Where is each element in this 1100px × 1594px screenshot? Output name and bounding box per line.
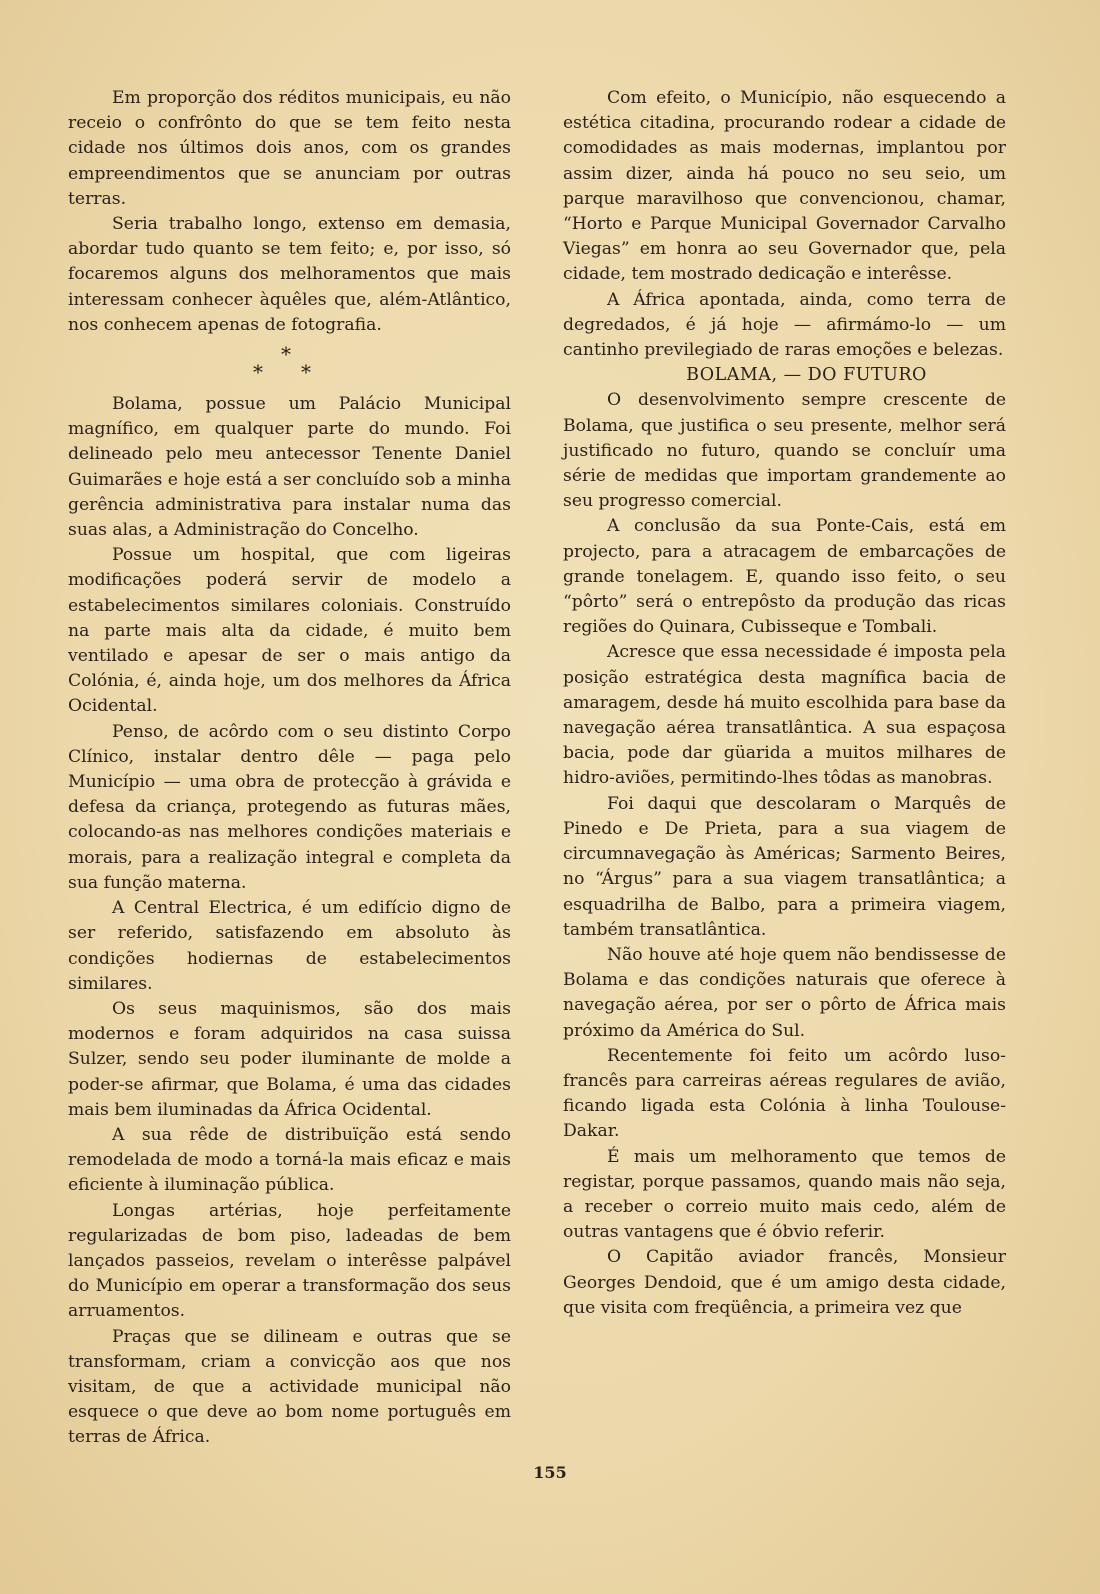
paragraph: Foi daqui que descolaram o Marquês de Pinedo e De Prieta, para a sua viagem de circumnavegação às Américas; Sarmento Beires, no “Árgus” para a sua viagem transatlântica; a esquadrilha de Balbo, para a primeira viagem, também transatlântica. — [563, 793, 1006, 940]
paragraph: Os seus maquinismos, são dos mais modernos e foram adquiridos na casa suissa Sulzer, sendo seu poder iluminante de molde a poder-se afirmar, que Bolama, é uma das cidades mais bem iluminadas da África Ocidental. — [68, 998, 511, 1120]
paragraph: Seria trabalho longo, extenso em demasia, abordar tudo quanto se tem feito; e, por isso, só focaremos alguns dos melhoramentos que mais interessam conhecer àquêles que, além-Atlântico, nos conhecem apenas de fotografia. — [68, 214, 511, 335]
paragraph: O desenvolvimento sempre crescente de Bolama, que justifica o seu presente, melhor será justificado no futuro, quando se concluír uma série de medidas que importam grandemente ao seu progresso comercial. — [563, 390, 1006, 512]
separator-asterisk: * — [281, 342, 291, 367]
paragraph: É mais um melhoramento que temos de registar, porque passamos, quando mais não seja, a receber o correio muito mais cedo, além de outras vantagens que é óbvio referir. — [563, 1146, 1006, 1243]
paragraph: Penso, de acôrdo com o seu distinto Corpo Clínico, instalar dentro dêle — paga pelo Município — uma obra de protecção à grávida e defesa da criança, protegendo as futuras mães, colocando-as nas melhores condições materiais e morais, para a realização integral e completa da sua função materna. — [68, 721, 511, 893]
paragraph: Praças que se dilineam e outras que se transformam, criam a convicção aos que nos visitam, de que a actividade municipal não esquece o que deve ao bom nome português em terras de África. — [68, 1326, 511, 1448]
section-separator — [68, 342, 511, 386]
section-heading: BOLAMA, — DO FUTURO — [686, 365, 927, 386]
paragraph: Não houve até hoje quem não bendissesse de Bolama e das condições naturais que oferece à navegação aérea, por ser o pôrto de África mais próximo da América do Sul. — [563, 944, 1006, 1041]
separator-asterisk: * — [301, 360, 311, 385]
paragraph: Com efeito, o Município, não esquecendo a estética citadina, procurando rodear a cidade de comodidades as mais modernas, implantou por assim dizer, ainda há pouco no seu seio, um parque maravilhoso que convencionou, chamar, “Horto e Parque Municipal Governador Carvalho Viegas” em honra ao seu Governador que, pela cidade, tem mostrado dedicação e interêsse. — [563, 88, 1006, 285]
paragraph: A sua rêde de distribuïção está sendo remodelada de modo a torná-la mais eficaz e mais eficiente à iluminação pública. — [68, 1124, 511, 1196]
separator-asterisk: * — [253, 360, 263, 385]
paragraph: Longas artérias, hoje perfeitamente regularizadas de bom piso, ladeadas de bem lançados passeios, revelam o interêsse palpável do Município em operar a transformação dos seus arruamentos. — [68, 1200, 511, 1322]
paragraph: O Capitão aviador francês, Monsieur Georges Dendoid, que é um amigo desta cidade, que visita com freqüência, a primeira vez que — [563, 1247, 1006, 1318]
paragraph: Recentemente foi feito um acôrdo luso-francês para carreiras aéreas regulares de avião, ficando ligada esta Colónia à linha Toulouse-Dakar. — [563, 1045, 1006, 1142]
right-column — [563, 86, 1006, 1321]
left-column — [68, 86, 511, 1451]
paragraph: Bolama, possue um Palácio Municipal magnífico, em qualquer parte do mundo. Foi delineado pelo meu antecessor Tenente Daniel Guimarães e hoje está a ser concluído sob a minha gerência administrativa para instalar numa das suas alas, a Administração do Concelho. — [68, 394, 511, 541]
paragraph: A África apontada, ainda, como terra de degredados, é já hoje — afirmámo-lo — um cantinho previlegiado de raras emoções e belezas. — [563, 289, 1006, 361]
page-number: 155 — [533, 1463, 567, 1482]
paragraph: Em proporção dos réditos municipais, eu não receio o confrônto do que se tem feito nesta cidade nos últimos dois anos, com os grandes empreendimentos que se anunciam por outras terras. — [68, 88, 511, 209]
paragraph: Acresce que essa necessidade é imposta pela posição estratégica desta magnífica bacia de amaragem, desde há muito escolhida para base da navegação aérea transatlântica. A sua espaçosa bacia, pode dar güarida a muitos milhares de hidro-aviões, permitindo-lhes tôdas as manobras. — [563, 642, 1006, 789]
paragraph: A conclusão da sua Ponte-Cais, está em projecto, para a atracagem de embarcações de grande tonelagem. E, quando isso feito, o seu “pôrto” será o entrepôsto da produção das ricas regiões do Quinara, Cubisseque e Tombali. — [563, 516, 1006, 638]
paragraph: A Central Electrica, é um edifício digno de ser referido, satisfazendo em absoluto às condições hodiernas de estabelecimentos similares. — [68, 898, 511, 994]
paragraph: Possue um hospital, que com ligeiras modificações poderá servir de modelo a estabelecimentos similares coloniais. Construído na parte mais alta da cidade, é muito bem ventilado e apesar de ser o mais antigo da Colónia, é, ainda hoje, um dos melhores da África Ocidental. — [68, 545, 511, 717]
